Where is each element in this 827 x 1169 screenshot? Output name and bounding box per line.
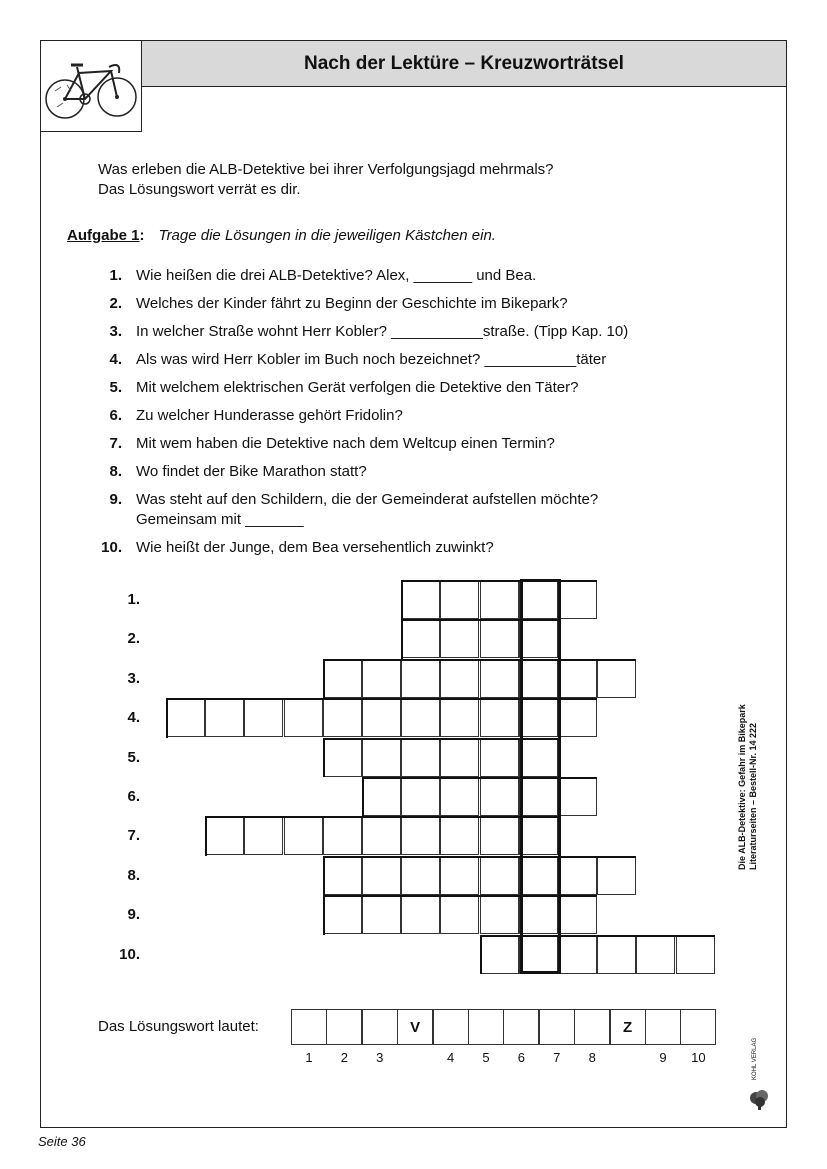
intro-line-2: Das Lösungswort verrät es dir.: [98, 181, 301, 198]
grid-row-label: 1.: [127, 591, 140, 608]
crossword-cell[interactable]: [519, 619, 558, 658]
tree-logo-icon: [746, 1088, 776, 1112]
question-number: 2.: [109, 295, 122, 312]
solution-index: 7: [553, 1050, 561, 1065]
solution-cell[interactable]: [680, 1009, 716, 1045]
crossword-cell[interactable]: [480, 619, 519, 658]
crossword-cell[interactable]: [401, 698, 440, 737]
question-text: Welches der Kinder fährt zu Beginn der Geschichte im Bikepark?: [136, 295, 568, 312]
question-number: 4.: [109, 351, 122, 368]
solution-index: 4: [446, 1050, 455, 1065]
question-number: 1.: [109, 267, 122, 284]
grid-row-edge: [401, 619, 403, 658]
bicycle-icon: [41, 41, 141, 131]
crossword-cell[interactable]: [440, 659, 479, 698]
crossword-cell[interactable]: [480, 738, 519, 777]
crossword-cell[interactable]: [480, 659, 519, 698]
page-number: Seite 36: [38, 1134, 86, 1149]
grid-row-border: [323, 659, 637, 661]
crossword-cell[interactable]: [440, 580, 479, 619]
question-text: Was steht auf den Schildern, die der Gemeinderat aufstellen möchte?: [136, 491, 599, 508]
crossword-cell[interactable]: [323, 659, 362, 698]
question-text: In welcher Straße wohnt Herr Kobler? ___________straße. (Tipp Kap. 10): [136, 323, 629, 340]
task-label: Aufgabe 1: [67, 227, 140, 244]
solution-index: 2: [340, 1050, 348, 1065]
solution-cell[interactable]: [645, 1009, 681, 1045]
crossword-cell[interactable]: [401, 856, 440, 895]
solution-index: 9: [659, 1050, 667, 1065]
grid-row-edge: [323, 738, 325, 777]
solution-cell[interactable]: [433, 1009, 469, 1045]
crossword-cell[interactable]: [597, 659, 636, 698]
grid-row-label: 6.: [127, 788, 140, 805]
grid-row-edge: [166, 698, 168, 737]
solution-cell[interactable]: V: [397, 1009, 433, 1045]
question-number: 5.: [109, 379, 122, 396]
solution-cell[interactable]: [291, 1009, 327, 1045]
grid-row-edge: [323, 895, 325, 934]
crossword-cell[interactable]: [597, 856, 636, 895]
crossword-cell[interactable]: [205, 816, 244, 855]
grid-row-border: [166, 698, 597, 700]
grid-row-edge: [323, 659, 325, 698]
publisher-logo-text: KOHL VERLAG: [752, 1037, 758, 1080]
crossword-cell[interactable]: [401, 619, 440, 658]
crossword-cell[interactable]: [362, 856, 401, 895]
grid-row-edge: [401, 580, 403, 619]
crossword-cell[interactable]: [480, 777, 519, 816]
crossword-cell[interactable]: [519, 777, 558, 816]
question-number: 10.: [101, 539, 122, 556]
question-number: 8.: [109, 463, 122, 480]
grid-row-border: [205, 816, 558, 818]
crossword-cell[interactable]: [558, 935, 597, 974]
solution-cell[interactable]: [326, 1009, 362, 1045]
task-colon: :: [139, 227, 145, 244]
grid-row-label: 4.: [127, 709, 140, 727]
solution-cell[interactable]: [468, 1009, 504, 1045]
solution-cell[interactable]: Z: [610, 1009, 646, 1045]
crossword-cell[interactable]: [440, 777, 479, 816]
question-text: Wie heißt der Junge, dem Bea versehentlich zuwinkt?: [136, 539, 494, 556]
crossword-cell[interactable]: [480, 816, 519, 855]
solution-index: 5: [482, 1050, 490, 1065]
crossword-cell[interactable]: [362, 777, 401, 816]
task-text: Trage die Lösungen in die jeweiligen Kästchen ein.: [158, 227, 496, 244]
page-title-bar: [141, 40, 787, 87]
task-instruction: [67, 227, 496, 244]
crossword-cell[interactable]: [323, 698, 362, 737]
grid-row-border: [401, 619, 558, 621]
grid-row-edge: [480, 935, 482, 974]
crossword-cell[interactable]: [480, 895, 519, 934]
grid-row-border: [401, 580, 597, 582]
crossword-cell[interactable]: [323, 856, 362, 895]
crossword-cell[interactable]: [636, 935, 675, 974]
crossword-cell[interactable]: [323, 895, 362, 934]
grid-row-border: [323, 895, 597, 897]
question-text: Wie heißen die drei ALB-Detektive? Alex, _______ und Bea.: [136, 267, 537, 284]
crossword-cell[interactable]: [519, 580, 558, 619]
crossword-cell[interactable]: [440, 816, 479, 855]
crossword-cell[interactable]: [519, 816, 558, 855]
question-text: Mit wem haben die Detektive nach dem Weltcup einen Termin?: [136, 435, 555, 452]
solution-index: 10: [691, 1050, 706, 1065]
crossword-cell[interactable]: [401, 659, 440, 698]
solution-cell[interactable]: [574, 1009, 610, 1045]
crossword-cell[interactable]: [323, 738, 362, 777]
solution-label: Das Lösungswort lautet:: [98, 1018, 259, 1035]
crossword-cell[interactable]: [440, 856, 479, 895]
crossword-cell[interactable]: [480, 698, 519, 737]
crossword-cell[interactable]: [480, 856, 519, 895]
crossword-cell[interactable]: [284, 816, 323, 855]
grid-row-border: [480, 935, 715, 937]
bicycle-logo: [40, 40, 142, 132]
solution-index: 3: [376, 1050, 384, 1065]
solution-cell[interactable]: [539, 1009, 575, 1045]
solution-index: 1: [305, 1050, 313, 1065]
crossword-cell[interactable]: [440, 698, 479, 737]
crossword-cell[interactable]: [558, 698, 597, 737]
intro-text: [98, 160, 554, 200]
crossword-cell[interactable]: [244, 698, 283, 737]
intro-line-1: Was erleben die ALB-Detektive bei ihrer Verfolgungsjagd mehrmals?: [98, 161, 554, 178]
crossword-cell[interactable]: [323, 816, 362, 855]
crossword-cell[interactable]: [362, 738, 401, 777]
crossword-cell[interactable]: [362, 659, 401, 698]
crossword-cell[interactable]: [244, 816, 283, 855]
grid-row-edge: [205, 816, 207, 855]
crossword-cell[interactable]: [558, 856, 597, 895]
question-number: 6.: [109, 407, 122, 424]
question-number: 9.: [109, 491, 122, 508]
crossword-cell[interactable]: [519, 895, 558, 934]
crossword-cell[interactable]: [480, 935, 519, 974]
crossword-cell[interactable]: [440, 738, 479, 777]
crossword-cell[interactable]: [558, 659, 597, 698]
crossword-cell[interactable]: [558, 777, 597, 816]
crossword-cell[interactable]: [558, 895, 597, 934]
sidebar-info: [737, 704, 759, 870]
crossword-cell[interactable]: [401, 580, 440, 619]
question-number: 3.: [109, 323, 122, 340]
crossword-cell[interactable]: [519, 856, 558, 895]
page-title: Nach der Lektüre – Kreuzworträtsel: [304, 52, 624, 74]
question-text: Als was wird Herr Kobler im Buch noch bezeichnet? ___________täter: [136, 351, 607, 368]
question-number: 7.: [109, 435, 122, 452]
grid-row-label: 8.: [127, 866, 140, 884]
solution-cell[interactable]: [362, 1009, 398, 1045]
crossword-cell[interactable]: [519, 935, 558, 974]
question-text: Mit welchem elektrischen Gerät verfolgen die Detektive den Täter?: [136, 379, 579, 396]
crossword-cell[interactable]: [519, 698, 558, 737]
crossword-cell[interactable]: [676, 935, 715, 974]
grid-row-label: 5.: [127, 748, 140, 766]
crossword-cell[interactable]: [480, 580, 519, 619]
crossword-cell[interactable]: [401, 738, 440, 777]
grid-row-edge: [362, 777, 364, 816]
crossword-cell[interactable]: [519, 659, 558, 698]
question-text: Gemeinsam mit _______: [136, 511, 304, 528]
question-text: Wo findet der Bike Marathon statt?: [136, 463, 367, 480]
crossword-cell[interactable]: [401, 777, 440, 816]
crossword-cell[interactable]: [558, 580, 597, 619]
sidebar-line-1: Die ALB-Detektive: Gefahr im Bikepark: [737, 704, 747, 870]
crossword-cell[interactable]: [597, 935, 636, 974]
crossword-cell[interactable]: [362, 895, 401, 934]
solution-index: 6: [517, 1050, 525, 1065]
grid-row-label: 9.: [127, 906, 140, 924]
crossword-cell[interactable]: [284, 698, 323, 737]
grid-row-label: 3.: [127, 669, 140, 687]
crossword-cell[interactable]: [401, 895, 440, 934]
solution-index: 8: [588, 1050, 596, 1065]
crossword-cell[interactable]: [401, 816, 440, 855]
grid-row-border: [323, 738, 558, 740]
crossword-cell[interactable]: [440, 895, 479, 934]
crossword-cell[interactable]: [166, 698, 205, 737]
crossword-cell[interactable]: [519, 738, 558, 777]
crossword-cell[interactable]: [362, 698, 401, 737]
grid-row-border: [323, 856, 637, 858]
solution-cell[interactable]: [503, 1009, 539, 1045]
crossword-cell[interactable]: [362, 816, 401, 855]
grid-row-edge: [323, 856, 325, 895]
grid-row-label: 10.: [119, 945, 140, 963]
grid-row-label: 7.: [127, 827, 140, 845]
grid-row-label: 2.: [127, 630, 140, 648]
crossword-cell[interactable]: [440, 619, 479, 658]
crossword-cell[interactable]: [205, 698, 244, 737]
sidebar-line-2: Literaturseiten – Bestell-Nr. 14 222: [748, 722, 758, 870]
question-text: Zu welcher Hunderasse gehört Fridolin?: [136, 407, 403, 424]
grid-row-border: [362, 777, 597, 779]
